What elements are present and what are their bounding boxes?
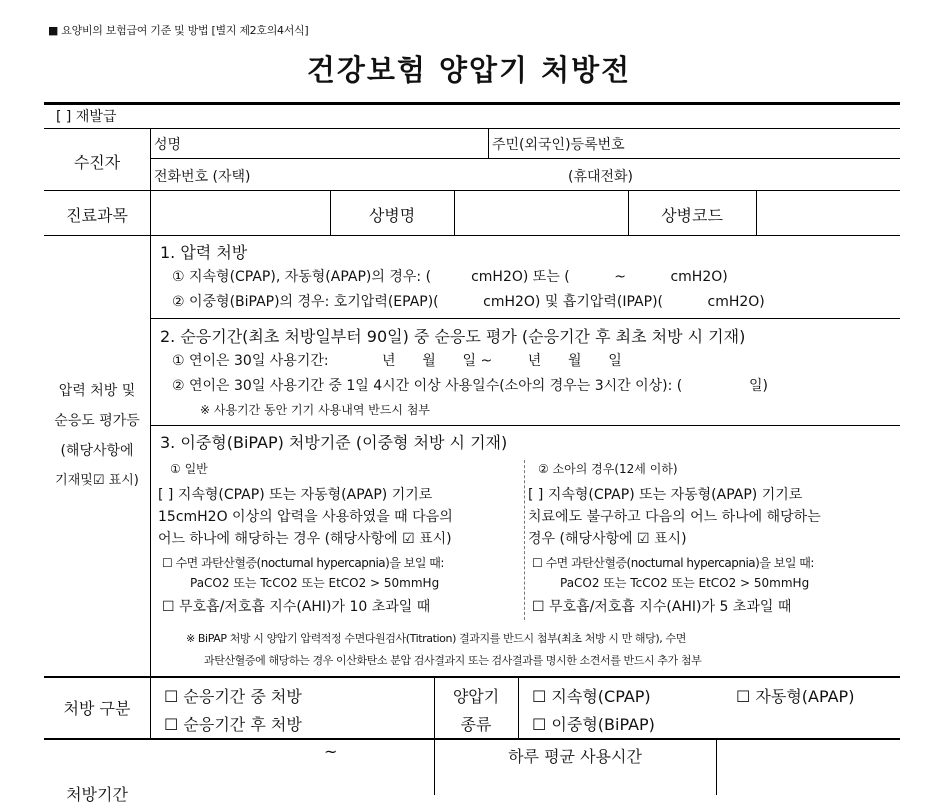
prescription-label: 처방 구분: [63, 699, 131, 718]
left-label-line: 압력 처방 및: [58, 383, 136, 399]
rule: [716, 738, 717, 795]
left-label-line: 순응도 평가등: [54, 413, 140, 429]
reissue-checkbox[interactable]: [ ] 재발급: [56, 109, 117, 125]
name-field[interactable]: 성명: [154, 137, 182, 153]
pediatric-hypercapnia-criteria: PaCO2 또는 TcCO2 또는 EtCO2 > 50mmHg: [560, 576, 810, 590]
rule: [150, 128, 151, 738]
rule: [44, 190, 900, 191]
section1-heading: 1. 압력 처방: [160, 243, 248, 262]
general-subheading: ① 일반: [170, 462, 208, 476]
rule: [44, 128, 900, 129]
apap-checkbox[interactable]: ☐ 자동형(APAP): [736, 687, 855, 706]
general-hypercapnia-checkbox[interactable]: ☐ 수면 과탄산혈증(nocturnal hypercapnia)을 보일 때:: [162, 556, 444, 570]
cpap-checkbox[interactable]: ☐ 지속형(CPAP): [532, 687, 651, 706]
after-compliance-checkbox[interactable]: ☐ 순응기간 후 처방: [164, 715, 302, 734]
section1-line2: ② 이중형(BiPAP)의 경우: 호기압력(EPAP)( cmH2O) 및 흡기압력(IPAP)( cmH2O): [172, 294, 765, 310]
patient-label: 수진자: [73, 153, 121, 172]
id-number-field[interactable]: 주민(외국인)등록번호: [492, 137, 625, 153]
general-text: 15cmH2O 이상의 압력을 사용하였을 때 다음의: [158, 509, 453, 525]
rule: [150, 425, 900, 426]
section1-line1: ① 지속형(CPAP), 자동형(APAP)의 경우: ( cmH2O) 또는 ( ~ cmH2O): [172, 269, 728, 285]
header-note: ■ 요양비의 보험급여 기준 및 방법 [별지 제2호의4서식]: [48, 24, 309, 37]
section2-heading: 2. 순응기간(최초 처방일부터 90일) 중 순응도 평가 (순응기간 후 최초 처방 시 기재): [160, 327, 746, 346]
general-ahi-checkbox[interactable]: ☐ 무호흡/저호흡 지수(AHI)가 10 초과일 때: [162, 599, 431, 615]
section3-heading: 3. 이중형(BiPAP) 처방기준 (이중형 처방 시 기재): [160, 433, 508, 452]
pediatric-text: 치료에도 불구하고 다음의 어느 하나에 해당하는: [528, 509, 821, 525]
pediatric-text: 경우 (해당사항에 ☑ 표시): [528, 531, 687, 547]
general-hypercapnia-criteria: PaCO2 또는 TcCO2 또는 EtCO2 > 50mmHg: [190, 576, 440, 590]
rule: [756, 190, 757, 235]
section2-line1: ① 연이은 30일 사용기간: 년 월 일 ~ 년 월 일: [172, 353, 622, 369]
device-type-label: 종류: [460, 715, 492, 734]
pediatric-ahi-checkbox[interactable]: ☐ 무호흡/저호흡 지수(AHI)가 5 초과일 때: [532, 599, 792, 615]
average-use-label: 하루 평균 사용시간: [508, 747, 642, 766]
rule: [150, 318, 900, 319]
prescription-period-label: 처방기간: [66, 785, 128, 804]
disease-label: 상병명: [368, 206, 416, 225]
pediatric-subheading: ② 소아의 경우(12세 이하): [538, 462, 678, 476]
general-checkbox-line[interactable]: [ ] 지속형(CPAP) 또는 자동형(APAP) 기기로: [158, 487, 433, 503]
document-title: 건강보험 양압기 처방전: [306, 53, 632, 87]
rule: [454, 190, 455, 235]
rule: [44, 235, 900, 236]
rule: [150, 158, 900, 159]
device-type-label: 양압기: [452, 687, 500, 706]
rule: [44, 676, 900, 678]
pediatric-hypercapnia-checkbox[interactable]: ☐ 수면 과탄산혈증(nocturnal hypercapnia)을 보일 때:: [532, 556, 814, 570]
home-phone-field[interactable]: 전화번호 (자택): [154, 169, 251, 185]
column-divider: [524, 460, 525, 620]
rule: [44, 738, 900, 740]
left-label-line: (해당사항에: [60, 443, 134, 459]
rule: [518, 676, 519, 738]
bipap-checkbox[interactable]: ☐ 이중형(BiPAP): [532, 715, 655, 734]
pediatric-checkbox-line[interactable]: [ ] 지속형(CPAP) 또는 자동형(APAP) 기기로: [528, 487, 803, 503]
rule: [488, 128, 489, 158]
left-label-line: 기재및☑ 표시): [55, 473, 139, 488]
section-left-label: [44, 376, 150, 496]
bipap-note: ※ BiPAP 처방 시 양압기 압력적정 수면다원검사(Titration) 결과지를 반드시 첨부(최초 처방 시 만 해당), 수면: [186, 632, 686, 645]
section2-note: ※ 사용기간 동안 기기 사용내역 반드시 첨부: [200, 403, 431, 417]
bipap-note: 과탄산혈증에 해당하는 경우 이산화탄소 분압 검사결과지 또는 검사결과를 명시한 소견서를 반드시 추가 첨부: [204, 654, 702, 667]
during-compliance-checkbox[interactable]: ☐ 순응기간 중 처방: [164, 687, 302, 706]
section2-line2: ② 연이은 30일 사용기간 중 1일 4시간 이상 사용일수(소아의 경우는 3시간 이상): ( 일): [172, 378, 769, 394]
mobile-phone-field[interactable]: (휴대전화): [568, 169, 634, 185]
disease-code-label: 상병코드: [661, 206, 723, 225]
dept-label: 진료과목: [66, 206, 128, 225]
top-rule: [44, 102, 900, 105]
general-text: 어느 하나에 해당하는 경우 (해당사항에 ☑ 표시): [158, 531, 452, 547]
period-tilde: ~: [324, 742, 338, 761]
